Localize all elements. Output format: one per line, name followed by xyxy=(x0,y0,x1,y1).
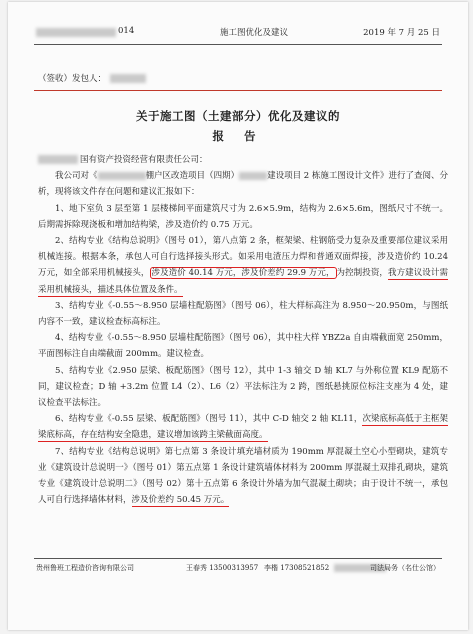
issue-item-7 xyxy=(38,444,448,509)
redacted-block xyxy=(98,172,146,180)
redacted-block xyxy=(38,155,78,164)
issue-text: 为控制投资， xyxy=(336,268,388,279)
footer-contact-2: 李楷 17308521852 xyxy=(264,564,330,572)
intro-text: 我公司对《 xyxy=(55,171,98,182)
document-title: 关于施工图（土建部分）优化及建议的 xyxy=(136,109,340,123)
highlighted-text: 涉及造价 40.14 万元，涉及价差约 29.9 万元， xyxy=(151,268,335,279)
document-body xyxy=(38,152,448,508)
document-page xyxy=(8,2,468,630)
red-divider xyxy=(34,90,442,91)
footer-divider xyxy=(34,558,442,559)
sign-line xyxy=(38,72,146,84)
issue-item-1: 1、地下室负 3 层至第 1 层楼梯间平面建筑尺寸为 2.6×5.9m，结构为 2.6×5.6m，图纸尺寸不统一。后期需拆除现浇板和增加结构梁，涉及造价约 0.75 万元。 xyxy=(38,203,448,230)
page-footer xyxy=(36,563,440,577)
intro-text: 建设项目 2 栋施工图设计文件》进行了查阅、分析，现将该文件存在问题和建议汇报如下： xyxy=(38,171,448,198)
issue-item-2 xyxy=(38,233,448,298)
issue-text: 2、结构专业《结构总说明》（图号 01），第八点第 2 条，框架梁、柱钢筋受力复杂及重要部位建议采用机械连接。根据本条，承包人可自行选择接头形式。如采用电渣压力焊和普通双面焊接，涉及造价约 10.24 万元，如全部采用机械接头， xyxy=(38,236,448,279)
sign-label: （签收）发包人： xyxy=(38,74,107,84)
intro-paragraph xyxy=(38,168,448,200)
footer-signoff: 司法局务（名仕公馆） xyxy=(370,564,440,572)
header-title: 施工图优化及建议 xyxy=(220,28,289,38)
footer-company: 贵州鲁班工程造价咨询有限公司 xyxy=(36,564,134,572)
recipient-line xyxy=(38,152,448,168)
issue-text: 6、结构专业《-0.55 层梁、板配筋图》（图号 11），其中 C-D 轴交 2 轴 KL11， xyxy=(55,414,363,425)
highlighted-text: 次梁底标高低于主框架梁底标高，存在结构安全隐患，建议增加该跨主梁截面高度。 xyxy=(38,414,448,441)
highlighted-text: 涉及价差约 50.45 万元。 xyxy=(131,495,230,506)
redacted-block xyxy=(36,28,116,37)
header-code: 014 xyxy=(118,26,135,36)
recipient-text: 国有资产投资经营有限责任公司： xyxy=(80,155,208,165)
redacted-block xyxy=(110,74,146,83)
highlighted-text: 我方建议设计需采用机械接头，描述具体位置及条件。 xyxy=(38,268,448,295)
intro-text: 棚户区改造项目（四期） xyxy=(145,171,240,182)
issue-item-5: 5、结构专业《2.950 层梁、板配筋图》（图号 12），其中 1-3 轴交 D 轴 KL7 与外称位置 KL9 配筋不同，建议检查；D 轴 +3.2m 位置 L4（2）、L6（2）平法标注为 2 跨，图纸悬挑原位标注支座为 4 处，建议检查平法标注。 xyxy=(38,365,448,409)
header-divider xyxy=(34,44,442,45)
document-subtitle: 报 告 xyxy=(212,129,264,143)
footer-contact-1: 王春秀 13500313957 xyxy=(186,564,259,572)
redacted-block xyxy=(239,172,267,180)
issue-item-3: 3、结构专业《-0.55～8.950 层墙柱配筋图》（图号 06），柱大样标高注为 8.950～20.950m，与图纸内容不一致，建议检查标高标注。 xyxy=(38,300,448,328)
issue-item-6 xyxy=(38,411,448,443)
page-header xyxy=(36,26,440,40)
issue-text: 7、结构专业《结构总说明》第七点第 3 条设计填充墙材质为 190mm 厚混凝土空心小型砌块，建筑专业《建筑设计总说明一》（图号 01）第五点第 1 条设计建筑墙体材料为 200mm 厚混凝土双排孔砌块，建筑专业《建筑设计总说明二》（图号 02）第十五点第 6 条设计外墙为加气混凝土砌块；由于设计不统一，承包人可自行选择墙体材料， xyxy=(38,446,448,506)
header-date: 2019 年 7 月 25 日 xyxy=(363,28,440,38)
issue-item-4: 4、结构专业《-0.55～8.950 层墙柱配筋图》（图号 06），其中柱大样 YBZ2a 自由端截面宽 250mm，平面图标注自由端截面 200mm。建议检查。 xyxy=(38,333,448,360)
